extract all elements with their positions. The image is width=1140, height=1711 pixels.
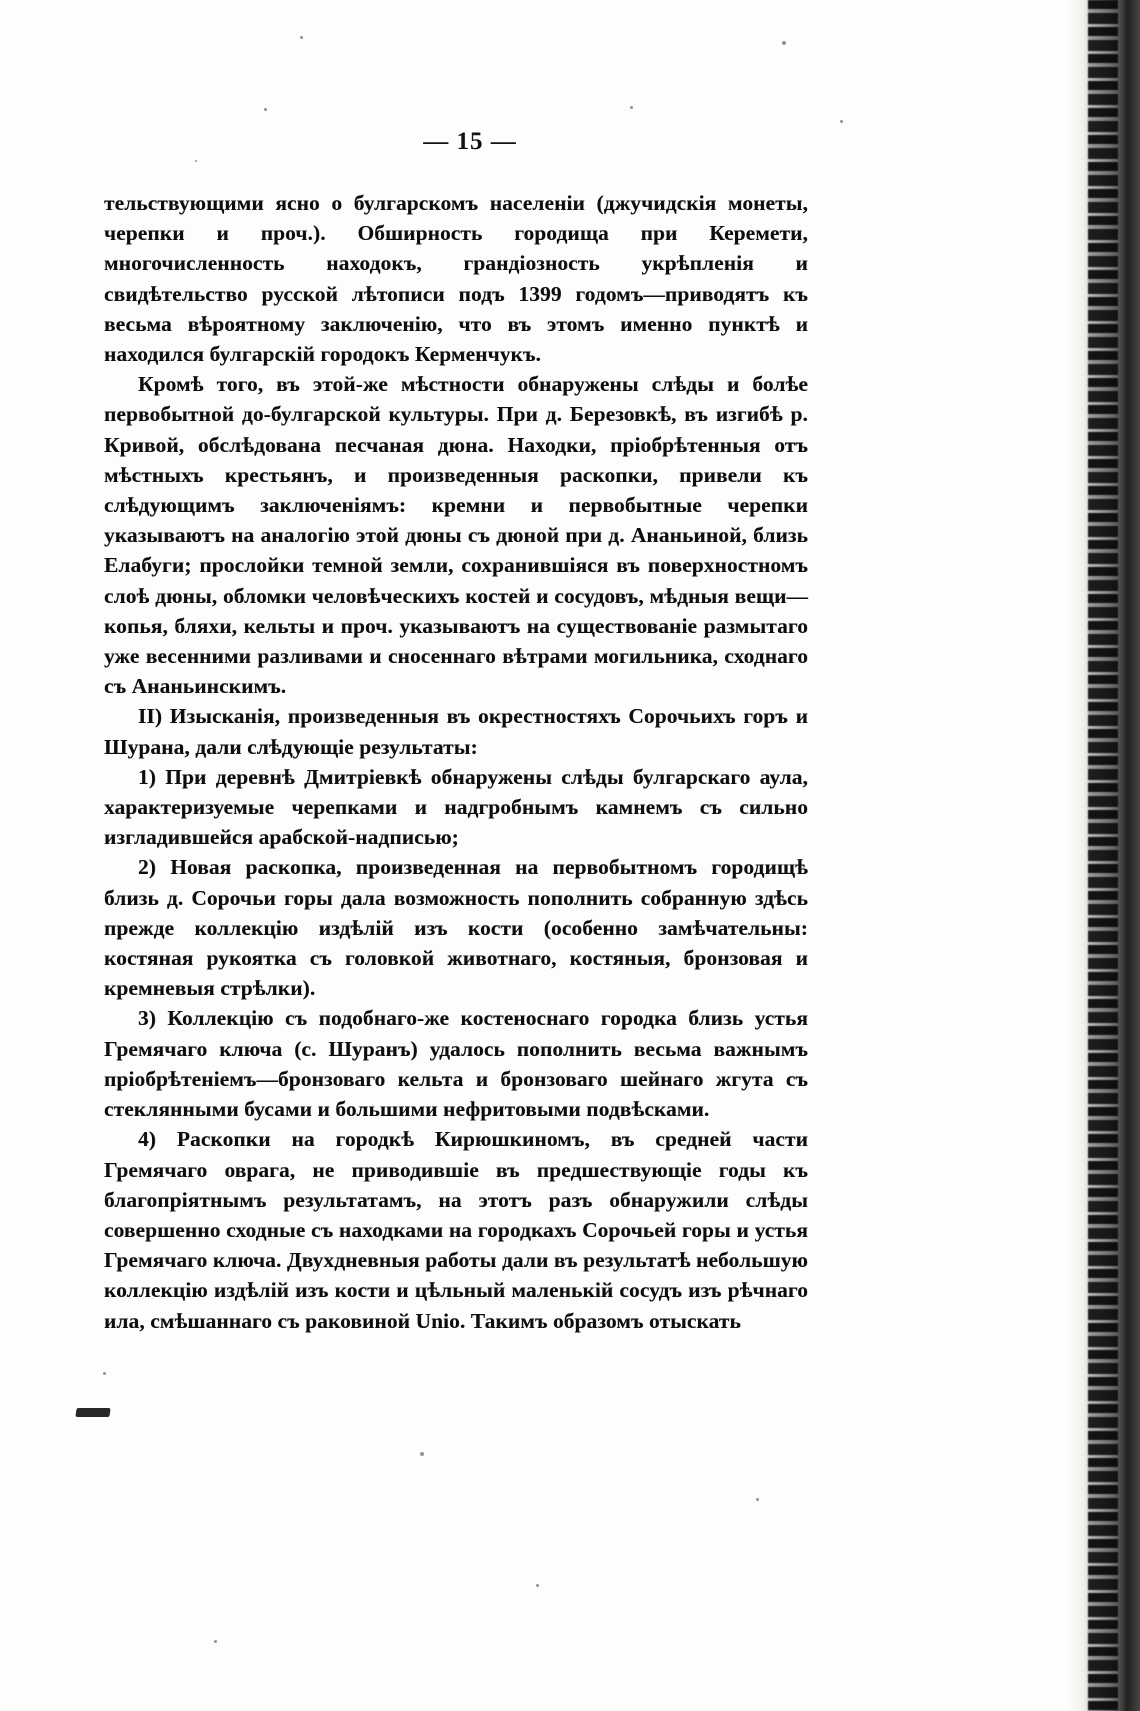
paragraph: 1) При деревнѣ Дмитріевкѣ обнаружены слѣды булгарскаго аула, характеризуемые черепками и надгробнымъ камнемъ съ сильно изгладившейся арабской-надписью; [104,764,808,850]
body-text [104,188,808,1336]
scan-speck [420,1452,424,1456]
scan-speck [300,36,303,39]
scan-speck [840,120,843,123]
paragraph: 2) Новая раскопка, произведенная на первобытномъ городищѣ близь д. Сорочьи горы дала возможность пополнить собранную здѣсь прежде коллекцію издѣлій изъ кости (особенно замѣчательны: костяная рукоятка съ головкой животнаго, костяныя, бронзовая и кремневыя стрѣлки). [104,855,808,1001]
paragraph: 3) Коллекцію съ подобнаго-же костеноснаго городка близь устья Гремячаго ключа (с. Шуранъ) удалось пополнить весьма важнымъ пріобрѣтеніемъ—бронзоваго кельта и бронзоваго шейнаго жгута съ стеклянными бусами и большими нефритовыми подвѣсками. [104,1006,808,1122]
scan-speck [214,1640,217,1643]
scan-speck [264,108,267,111]
paragraph: Кромѣ того, въ этой-же мѣстности обнаружены слѣды и болѣе первобытной до-булгарской культуры. При д. Березовкѣ, въ изгибѣ р. Кривой, обслѣдована песчаная дюна. Находки, пріобрѣтенныя отъ мѣстныхъ крестьянъ, и произведенныя раскопки, привели къ слѣдующимъ заключеніямъ: кремни и первобытные черепки указываютъ на аналогію этой дюны съ дюной при д. Ананьиной, близь Елабуги; прослойки темной земли, сохранившіяся въ поверхностномъ слоѣ дюны, обломки человѣческихъ костей и сосудовъ, мѣдныя вещи—копья, бляхи, кельты и проч. указываютъ на существованіе размытаго уже весенними разливами и сносеннаго вѣтрами могильника, сходнаго съ Ананьинскимъ. [104,372,808,699]
binding-gutter-texture [1088,0,1118,1711]
paragraph: 4) Раскопки на городкѣ Кирюшкиномъ, въ средней части Гремячаго оврага, не приводившіе въ предшествующіе годы къ благопріятнымъ результатамъ, на этотъ разъ обнаружили слѣды совершенно сходные съ находками на городкахъ Сорочьей горы и устья Гремячаго ключа. Двухдневныя работы дали въ результатѣ небольшую коллекцію издѣлій изъ кости и цѣльный маленькій сосудъ изъ рѣчнаго ила, смѣшаннаго съ раковиной Unio. Такимъ образомъ отыскать [104,1127,808,1333]
scan-speck [103,1372,106,1375]
scan-speck [195,160,197,162]
page-number: — 15 — [423,128,517,155]
scan-speck [536,1584,539,1587]
paragraph: II) Изысканія, произведенныя въ окрестностяхъ Сорочьихъ горъ и Шурана, дали слѣдующіе результаты: [104,704,808,759]
paragraph: тельствующими ясно о булгарскомъ населеніи (джучидскія монеты, черепки и проч.). Обширность городища при Керемети, многочисленность находокъ, грандіозность укрѣпленія и свидѣтельство русской лѣтописи подъ 1399 годомъ—приводятъ къ весьма вѣроятному заключенію, что въ этомъ именно пунктѣ и находился булгарскій городокъ Керменчукъ. [104,191,808,367]
scan-speck [630,106,633,109]
scan-speck [756,1498,759,1501]
ink-smudge-mark [75,1408,110,1417]
scan-speck [782,41,786,45]
